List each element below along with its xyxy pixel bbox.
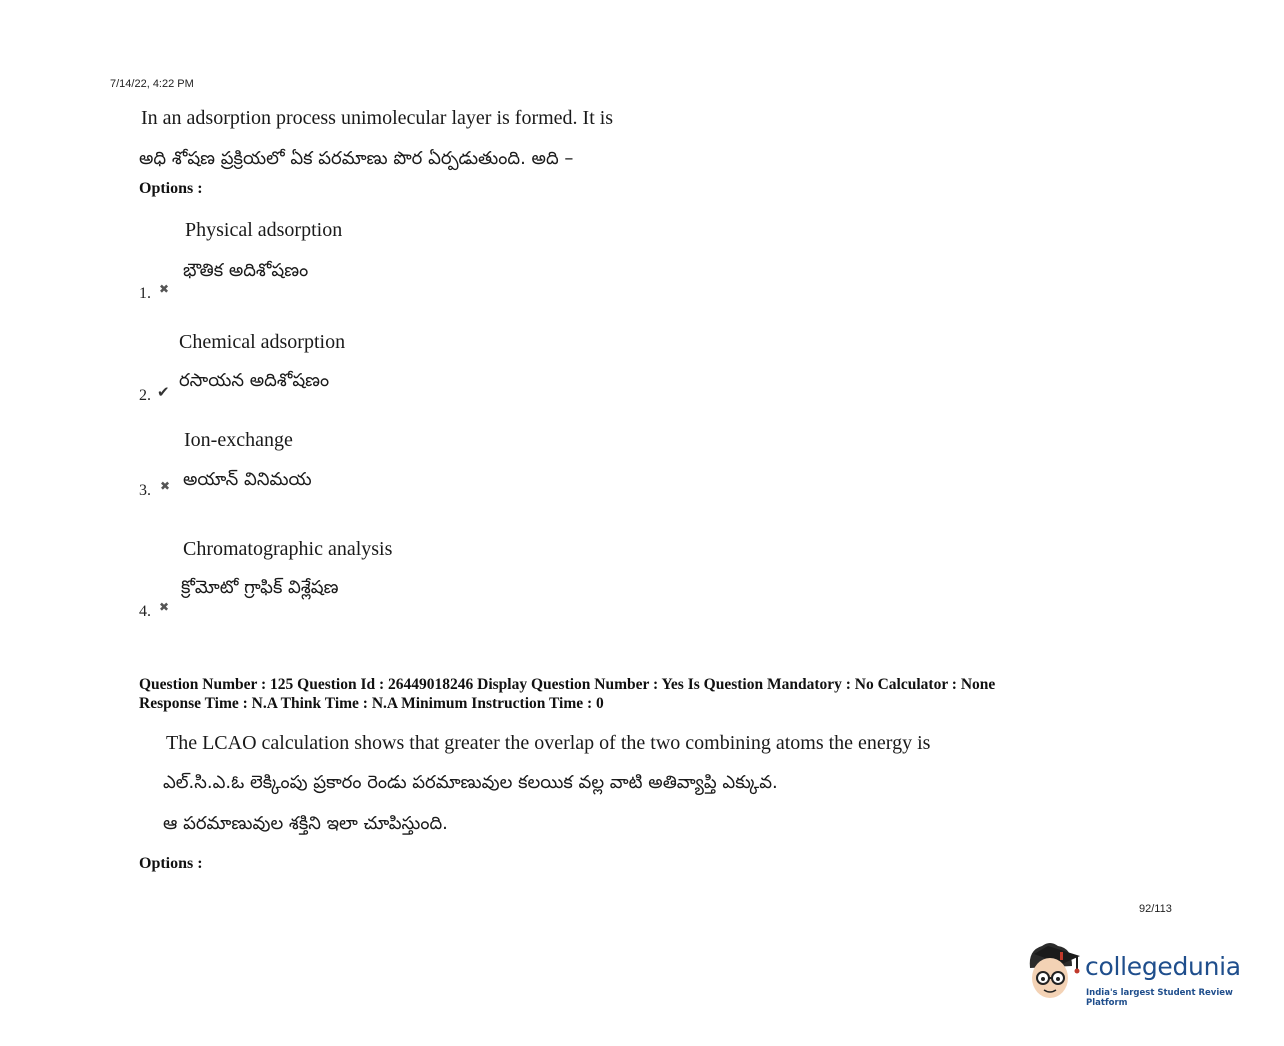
options-label: Options : <box>139 180 203 197</box>
question-meta-line-2: Response Time : N.A Think Time : N.A Minimum Instruction Time : 0 <box>139 695 604 712</box>
cross-icon: ✖ <box>160 479 171 493</box>
logo-tagline: India's largest Student Review Platform <box>1086 988 1233 1008</box>
options-label: Options : <box>139 855 203 872</box>
question-text-telugu-line-2: ఆ పరమాణువుల శక్తిని ఇలా చూపిస్తుంది. <box>163 813 448 834</box>
question-text-english: In an adsorption process unimolecular layer is formed. It is <box>141 107 614 129</box>
option-3-english: Ion-exchange <box>184 429 293 451</box>
check-icon: ✔ <box>157 383 170 401</box>
question-meta-line-1: Question Number : 125 Question Id : 26449018246 Display Question Number : Yes Is Question Mandatory : No Calculator : None <box>139 676 996 693</box>
logo-wordmark: collegedunia <box>1085 952 1241 981</box>
cross-icon: ✖ <box>159 600 170 614</box>
option-2-english: Chemical adsorption <box>179 331 346 353</box>
question-text-telugu-line-1: ఎల్.సి.ఎ.ఓ లెక్కింపు ప్రకారం రెండు పరమాణువుల కలయిక వల్ల వాటి అతివ్యాప్తి ఎక్కువ. <box>163 772 778 793</box>
mascot-icon <box>1022 938 1084 1010</box>
page-number: 92/113 <box>1139 903 1172 915</box>
option-3-telugu: అయాన్ వినిమయ <box>183 469 312 490</box>
option-4-number: 4. <box>139 603 151 620</box>
option-4-english: Chromatographic analysis <box>183 538 393 560</box>
option-2-number: 2. <box>139 387 151 404</box>
question-text-telugu: అధి శోషణ ప్రక్రియలో ఏక పరమాణు పొర ఏర్పడుతుంది. అది – <box>139 148 574 169</box>
option-1-number: 1. <box>139 285 151 302</box>
option-2-telugu: రసాయన అదిశోషణం <box>179 370 330 391</box>
option-3-number: 3. <box>139 482 151 499</box>
option-1-telugu: భౌతిక అదిశోషణం <box>183 260 309 281</box>
print-timestamp: 7/14/22, 4:22 PM <box>110 78 194 90</box>
question-text-english: The LCAO calculation shows that greater the overlap of the two combining atoms the energy is <box>166 732 931 754</box>
option-1-english: Physical adsorption <box>185 219 343 241</box>
cross-icon: ✖ <box>159 282 170 296</box>
option-4-telugu: క్రోమోటో గ్రాఫిక్ విశ్లేషణ <box>181 577 339 598</box>
collegedunia-logo <box>1022 938 1262 1010</box>
